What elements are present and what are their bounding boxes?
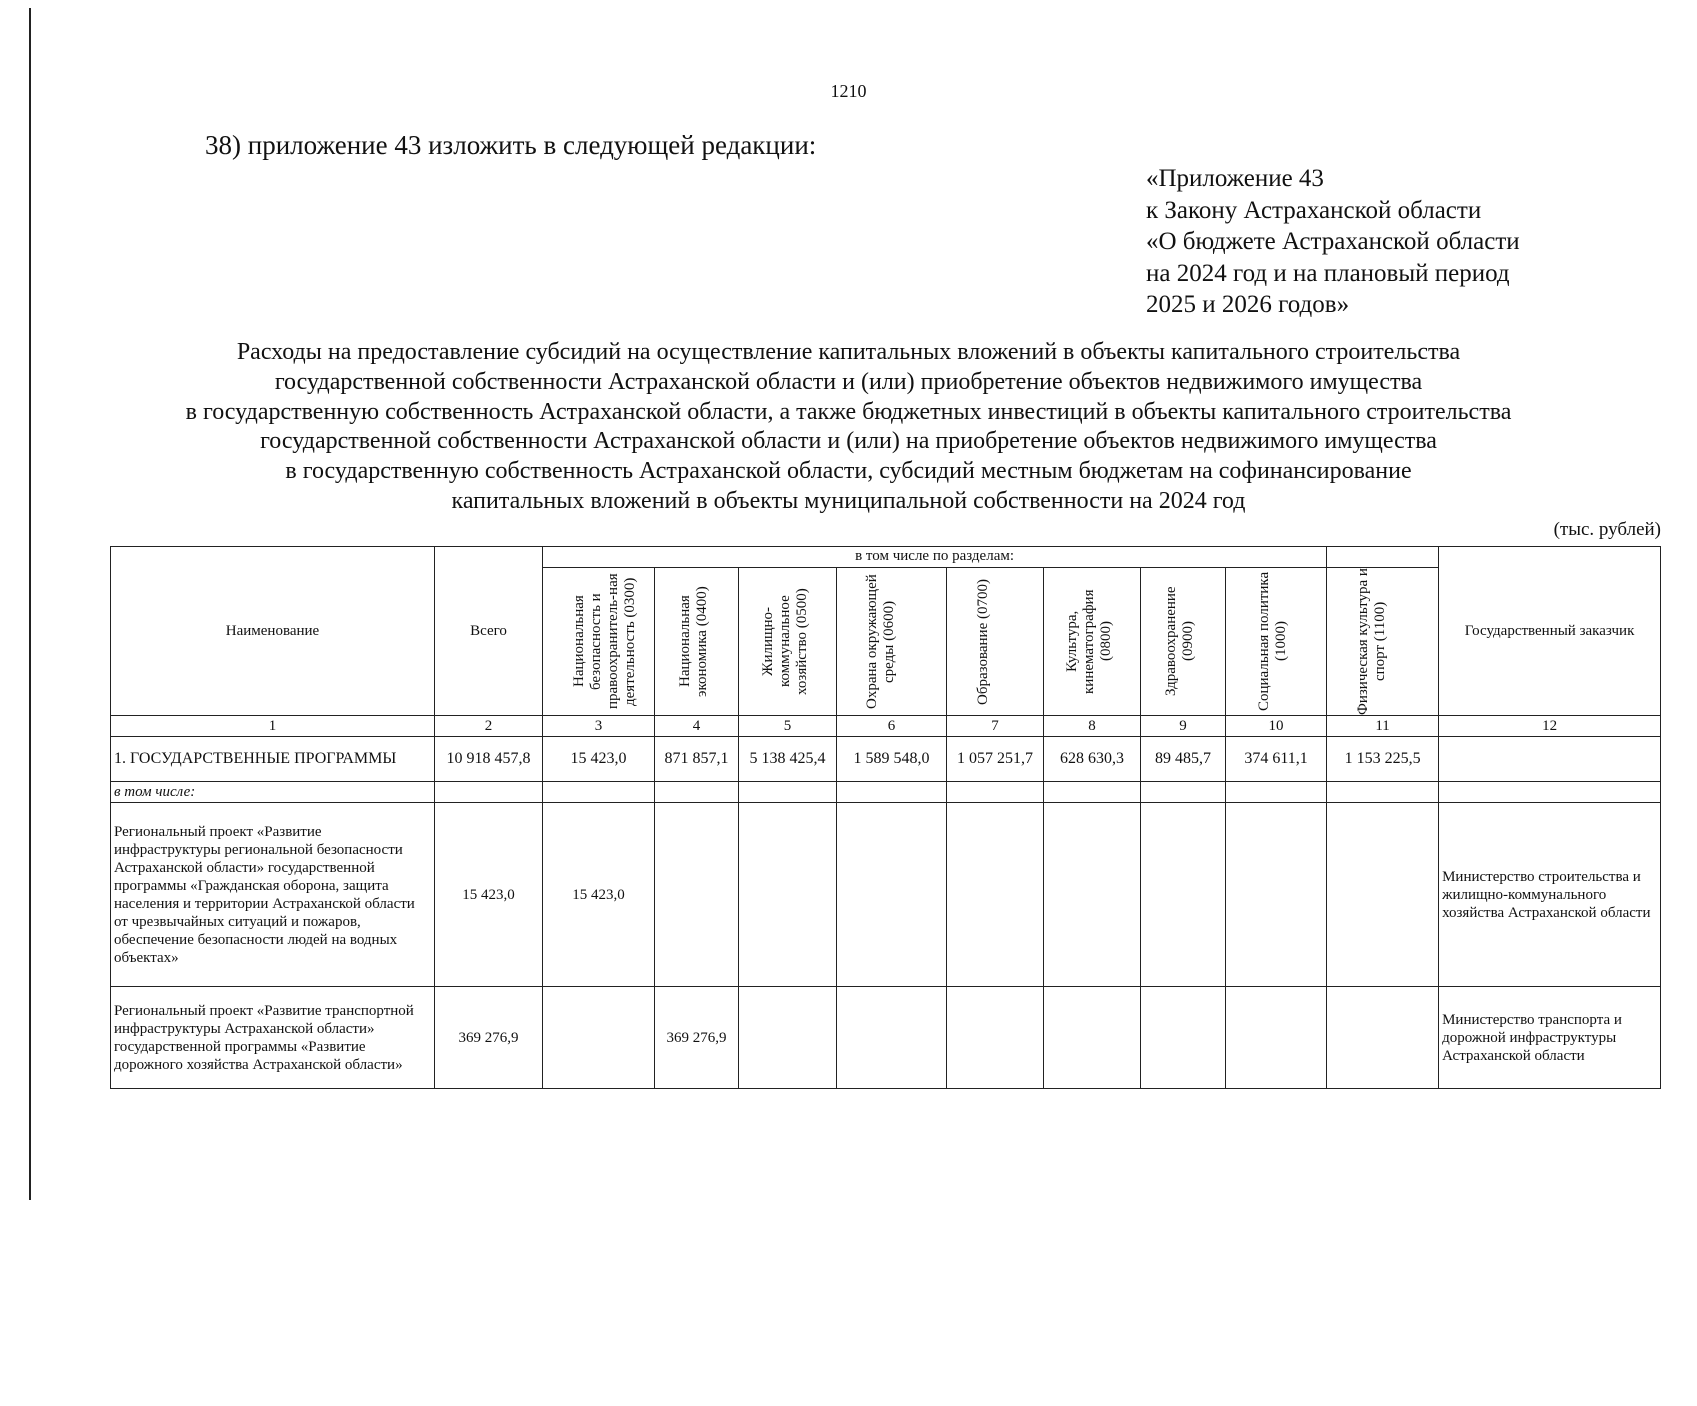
column-number: 3 (543, 716, 655, 737)
row-customer: Министерство строительства и жилищно-коммунального хозяйства Астраханской области (1439, 803, 1661, 987)
row-value: 1 153 225,5 (1327, 737, 1439, 782)
row-value (739, 987, 837, 1089)
header-section-0600 (837, 568, 947, 716)
row-value: 1 057 251,7 (947, 737, 1044, 782)
row-name: Региональный проект «Развитие транспортной инфраструктуры Астраханской области» государственной программы «Развитие дорожного хозяйства Астраханской области» (111, 987, 435, 1089)
header-section-0900 (1141, 568, 1226, 716)
row-value-total: 15 423,0 (435, 803, 543, 987)
column-number: 10 (1226, 716, 1327, 737)
title-line: в государственную собственность Астраханской области, субсидий местным бюджетам на софинансирование (285, 458, 1412, 485)
empty-cell (435, 782, 543, 803)
column-number: 2 (435, 716, 543, 737)
row-value (543, 987, 655, 1089)
row-name: Региональный проект «Развитие инфраструктуры региональной безопасности Астраханской области» государственной программы «Гражданская оборона, защита населения и территории Астраханской области от чрезвычайных ситуаций и пожаров, обеспечение безопасности людей на водных объектах» (111, 803, 435, 987)
row-value-total: 10 918 457,8 (435, 737, 543, 782)
table-row (111, 987, 1661, 1089)
row-value (1327, 803, 1439, 987)
expenditure-table (110, 546, 1661, 1089)
document-title (0, 338, 1697, 517)
table-row-programs (111, 737, 1661, 782)
left-margin-line (29, 8, 31, 1200)
page-number: 1210 (830, 81, 867, 101)
row-name: 1. ГОСУДАРСТВЕННЫЕ ПРОГРАММЫ (111, 737, 435, 782)
amendment-line: 38) приложение 43 изложить в следующей редакции: (205, 130, 817, 160)
appendix-line: «Приложение 43 (1146, 165, 1324, 192)
header-section-0300 (543, 568, 655, 716)
header-section-1000-text: Социальная политика (1000) (1256, 571, 1290, 712)
table-row (111, 803, 1661, 987)
header-section-0300-text: Национальная безопасность и правоохранитель-ная деятельность (0300) (570, 573, 638, 710)
row-value: 369 276,9 (655, 987, 739, 1089)
row-value (947, 803, 1044, 987)
appendix-line: к Закону Астраханской области (1146, 196, 1482, 224)
header-by-sections: в том числе по разделам: (543, 547, 1327, 568)
title-line: капитальных вложений в объекты муниципальной собственности на 2024 год (451, 487, 1246, 514)
header-section-0500 (739, 568, 837, 716)
row-value (1044, 987, 1141, 1089)
row-value (1226, 803, 1327, 987)
row-value-total: 369 276,9 (435, 987, 543, 1089)
header-section-0900-text: Здравоохранение (0900) (1163, 586, 1196, 697)
appendix-line: «О бюджете Астраханской области (1146, 228, 1520, 255)
units-label: (тыс. рублей) (1553, 519, 1661, 540)
including-label: в том числе: (111, 782, 435, 803)
row-value: 628 630,3 (1044, 737, 1141, 782)
column-number: 12 (1439, 716, 1661, 737)
empty-cell (1044, 782, 1141, 803)
empty-cell (947, 782, 1044, 803)
header-section-0700-text: Образование (0700) (975, 578, 991, 705)
empty-cell (1226, 782, 1327, 803)
row-value (947, 987, 1044, 1089)
header-section-1100 (1327, 568, 1439, 716)
column-number: 11 (1327, 716, 1439, 737)
row-value: 871 857,1 (655, 737, 739, 782)
appendix-reference (1146, 163, 1520, 321)
row-value (837, 987, 947, 1089)
appendix-line: 2025 и 2026 годов» (1146, 291, 1350, 318)
header-section-0800-text: Культура, кинематография (0800) (1064, 589, 1114, 694)
row-value: 374 611,1 (1226, 737, 1327, 782)
row-value: 15 423,0 (543, 803, 655, 987)
column-number: 9 (1141, 716, 1226, 737)
header-section-0600-text: Охрана окружающей среды (0600) (863, 574, 897, 709)
header-section-0500-text: Жилищно-коммунальное хозяйство (0500) (759, 588, 810, 695)
row-value (1044, 803, 1141, 987)
column-number: 5 (739, 716, 837, 737)
empty-cell (543, 782, 655, 803)
title-line: Расходы на предоставление субсидий на осуществление капитальных вложений в объекты капитального строительства (236, 339, 1461, 365)
title-line: в государственную собственность Астраханской области, а также бюджетных инвестиций в объекты капитального строительства (185, 398, 1512, 425)
row-value (1141, 803, 1226, 987)
empty-cell (837, 782, 947, 803)
header-empty-cell (1327, 547, 1439, 568)
row-customer (1439, 737, 1661, 782)
table-row-including (111, 782, 1661, 803)
appendix-line: на 2024 год и на плановый период (1146, 259, 1510, 287)
row-value (1327, 987, 1439, 1089)
empty-cell (1141, 782, 1226, 803)
empty-cell (1327, 782, 1439, 803)
column-number: 4 (655, 716, 739, 737)
header-total: Всего (435, 547, 543, 716)
empty-cell (1439, 782, 1661, 803)
title-line: государственной собственности Астраханской области и (или) приобретение объектов недвижимого имущества (274, 368, 1423, 395)
header-section-1100-text: Физическая культура и спорт (1100) (1354, 568, 1388, 715)
row-value (739, 803, 837, 987)
row-value (837, 803, 947, 987)
header-section-0400 (655, 568, 739, 716)
header-section-1000 (1226, 568, 1327, 716)
header-section-0800 (1044, 568, 1141, 716)
row-value: 1 589 548,0 (837, 737, 947, 782)
row-value: 89 485,7 (1141, 737, 1226, 782)
row-value: 5 138 425,4 (739, 737, 837, 782)
row-value (1226, 987, 1327, 1089)
column-number: 7 (947, 716, 1044, 737)
empty-cell (739, 782, 837, 803)
title-line: государственной собственности Астраханской области и (или) на приобретение объектов недвижимого имущества (260, 428, 1437, 455)
header-customer: Государственный заказчик (1439, 547, 1661, 716)
row-customer: Министерство транспорта и дорожной инфраструктуры Астраханской области (1439, 987, 1661, 1089)
row-value (1141, 987, 1226, 1089)
column-number: 6 (837, 716, 947, 737)
column-number: 8 (1044, 716, 1141, 737)
header-section-0700 (947, 568, 1044, 716)
header-section-0400-text: Национальная экономика (0400) (676, 586, 710, 697)
row-value (655, 803, 739, 987)
row-value: 15 423,0 (543, 737, 655, 782)
empty-cell (655, 782, 739, 803)
header-name: Наименование (111, 547, 435, 716)
column-number: 1 (111, 716, 435, 737)
